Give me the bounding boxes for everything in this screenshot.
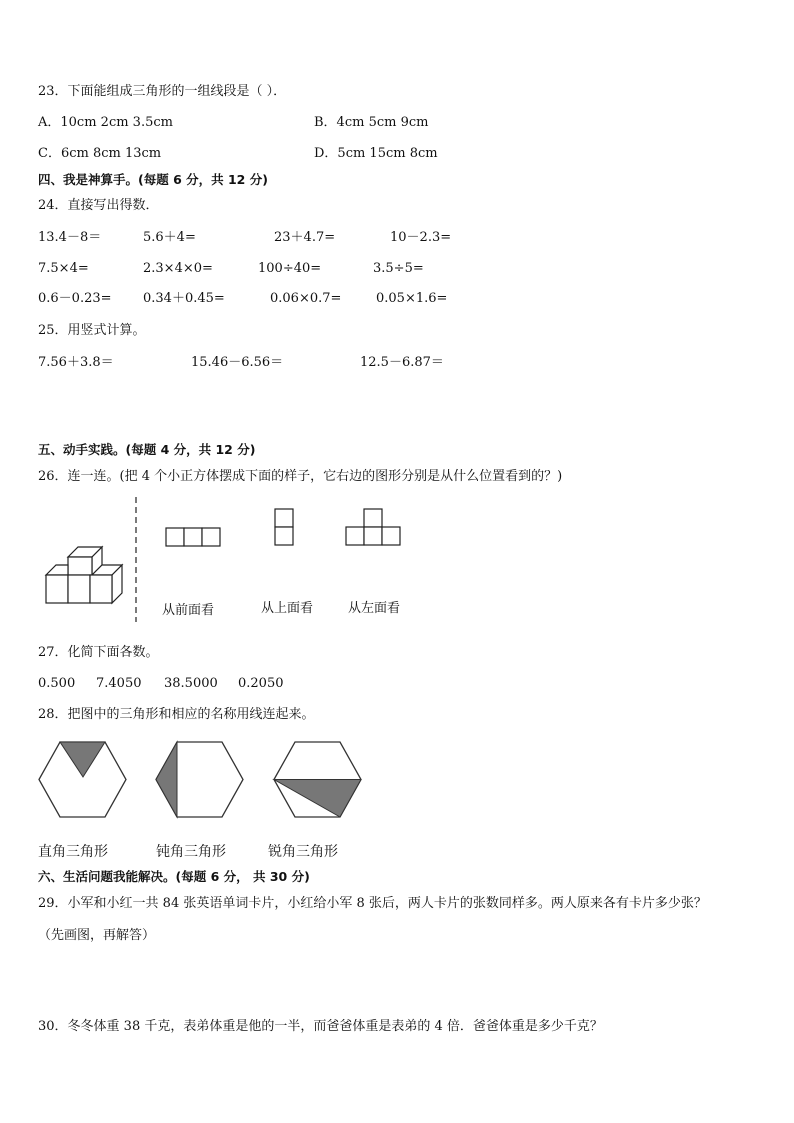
q27-number: 0.2050 [238, 676, 284, 691]
q24-expr: 100÷40= [258, 261, 322, 276]
section-6-title: 六、生活问题我能解决。(每题 6 分， 共 30 分) [38, 869, 310, 884]
q25-stem: 25．用竖式计算。 [38, 323, 146, 338]
q24-expr: 3.5÷5= [373, 261, 424, 276]
q29-note: （先画图，再解答） [38, 928, 156, 943]
hexagon-triangle-2 [155, 741, 245, 818]
q25-item: 12.5－6.87＝ [360, 355, 444, 370]
q24-expr: 0.05×1.6= [376, 291, 448, 306]
q23-option-c: C．6cm 8cm 13cm [38, 146, 162, 161]
q27-number: 0.500 [38, 676, 76, 691]
q29-stem: 29．小军和小红一共 84 张英语单词卡片，小红给小军 8 张后，两人卡片的张数同样多。两人原来各有卡片多少张？ [38, 896, 707, 911]
name-right-triangle: 直角三角形 [38, 844, 108, 860]
q24-expr: 7.5×4= [38, 261, 89, 276]
section-4-title: 四、我是神算手。(每题 6 分，共 12 分) [38, 172, 268, 187]
q23-option-a: A．10cm 2cm 3.5cm [38, 115, 173, 130]
name-acute-triangle: 锐角三角形 [268, 844, 338, 860]
hexagon-triangle-3 [273, 741, 363, 818]
name-obtuse-triangle: 钝角三角形 [156, 844, 226, 860]
top-view-shape [274, 508, 294, 546]
front-view-shape [165, 527, 221, 547]
label-top-view: 从上面看 [261, 601, 314, 616]
q24-expr: 10－2.3= [390, 230, 452, 245]
q24-stem: 24．直接写出得数． [38, 198, 159, 213]
q25-item: 15.46－6.56＝ [191, 355, 284, 370]
q26-stem: 26．连一连。(把 4 个小正方体摆成下面的样子，它右边的图形分别是从什么位置看到的？) [38, 469, 563, 484]
q27-number: 7.4050 [96, 676, 142, 691]
label-left-view: 从左面看 [348, 601, 401, 616]
q24-expr: 0.6－0.23= [38, 291, 112, 306]
q27-stem: 27．化简下面各数。 [38, 645, 159, 660]
q23-stem: 23．下面能组成三角形的一组线段是（ ）． [38, 84, 287, 99]
q24-expr: 5.6＋4= [143, 230, 196, 245]
q28-stem: 28．把图中的三角形和相应的名称用线连起来。 [38, 707, 315, 722]
q24-expr: 23＋4.7= [274, 230, 336, 245]
q30-stem: 30．冬冬体重 38 千克，表弟体重是他的一半，而爸爸体重是表弟的 4 倍．爸爸体重是多少千克？ [38, 1019, 603, 1034]
q23-option-b: B．4cm 5cm 9cm [314, 115, 429, 130]
q24-expr: 13.4－8＝ [38, 230, 102, 245]
dashed-divider [134, 497, 138, 622]
cube-stack-figure [44, 546, 124, 604]
hexagon-triangle-1 [38, 741, 128, 818]
left-view-shape [345, 508, 403, 546]
q24-expr: 2.3×4×0= [143, 261, 213, 276]
q25-item: 7.56＋3.8＝ [38, 355, 114, 370]
section-5-title: 五、动手实践。(每题 4 分，共 12 分) [38, 442, 256, 457]
q24-expr: 0.06×0.7= [270, 291, 342, 306]
q23-option-d: D．5cm 15cm 8cm [314, 146, 438, 161]
q24-expr: 0.34＋0.45= [143, 291, 225, 306]
label-front-view: 从前面看 [162, 603, 215, 618]
q27-number: 38.5000 [164, 676, 218, 691]
